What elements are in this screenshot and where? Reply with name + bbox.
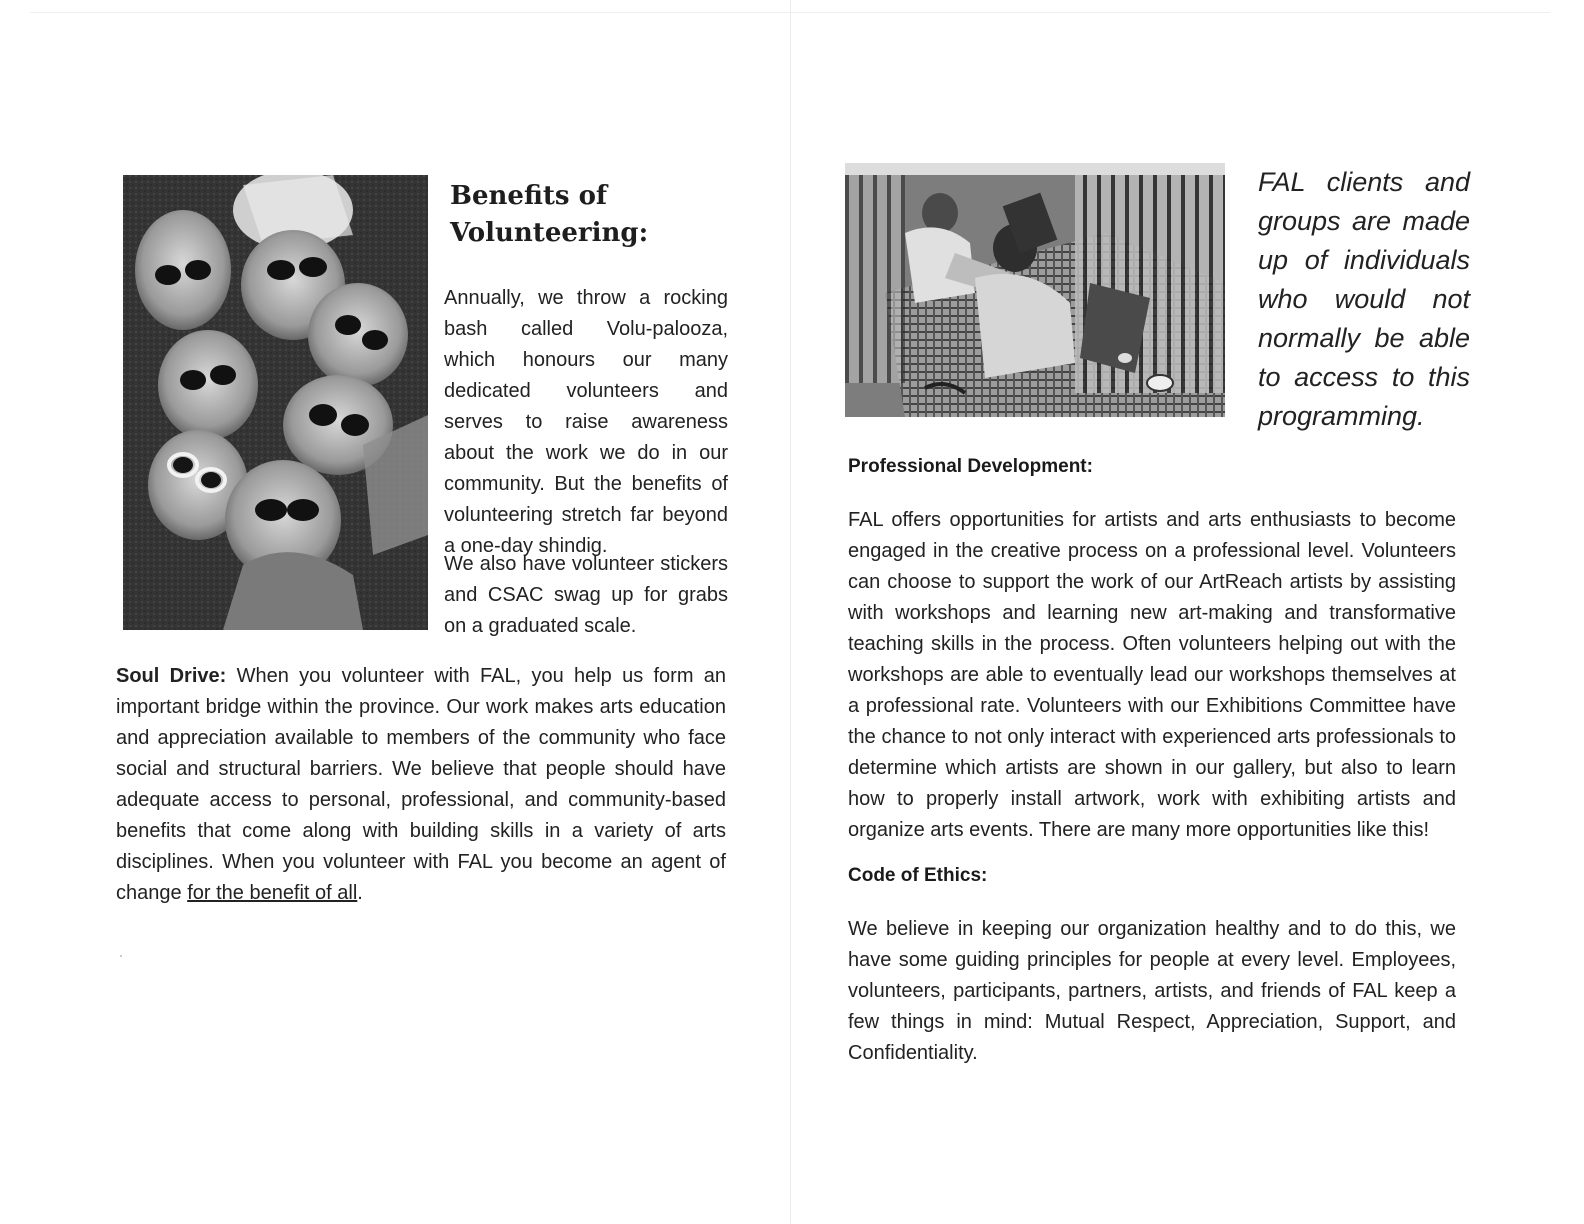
ethics-text-c: . bbox=[972, 1042, 978, 1064]
clients-pull-quote: FAL clients and groups are made up of individuals who would not normally be able to access to this programming. bbox=[1258, 167, 1470, 431]
professional-development-heading: Professional Development: bbox=[848, 456, 1093, 477]
professional-development-paragraph bbox=[848, 505, 1456, 846]
artreach-name: ArtReach bbox=[1199, 571, 1283, 593]
volunteers-group-photo bbox=[123, 175, 428, 630]
ethics-values: Mutual Respect, Appreciation, Support, bbox=[1044, 1011, 1411, 1033]
agent-of-change: agent of change bbox=[116, 851, 726, 904]
soul-drive-text-c: . bbox=[357, 882, 363, 904]
prodev-text-a: FAL offers opportunities for artists and arts enthusiasts to become engaged in the creative process on a professional level. Volunteers can choose to support the work of our bbox=[848, 509, 1456, 593]
para1-text-a: Annually, we throw a rocking bash called bbox=[444, 287, 728, 340]
benefit-of-all: for the benefit of all bbox=[187, 882, 358, 904]
volupalooza-name: Volu-palooza, bbox=[606, 318, 728, 340]
soul-drive-paragraph bbox=[116, 661, 726, 909]
benefits-heading bbox=[450, 178, 750, 252]
ethics-text-b: and bbox=[1410, 1011, 1456, 1033]
heading-line-2: Volunteering: bbox=[450, 218, 649, 248]
soul-drive-label: Soul Drive: bbox=[116, 665, 227, 687]
page-fold bbox=[790, 0, 791, 1224]
code-of-ethics-heading: Code of Ethics: bbox=[848, 865, 988, 886]
stickers-paragraph: We also have volunteer stickers and CSAC swag up for grabs on a graduated scale. bbox=[444, 553, 728, 637]
scan-speck bbox=[120, 955, 122, 957]
artists-on-grate-photo bbox=[845, 163, 1225, 417]
confidentiality: Confidentiality bbox=[848, 1042, 973, 1064]
volupalooza-paragraph bbox=[444, 283, 728, 562]
ethics-text-a: We believe in keeping our organization healthy and to do this, we have some guiding principles for people at every level. Employees, volunteers, participants, partners, artists, and friends of FAL keep a few things in mind: bbox=[848, 918, 1456, 1033]
soul-drive-text-a: When you volunteer with FAL, you help us form an important bridge within the province. Our work makes arts education and appreciation available to members of the community who face social and structural barriers. We believe that people should have adequate access to personal, professional, and community-based benefits that come along with building skills in a variety of arts disciplines. When you volunteer with FAL you become an bbox=[116, 665, 727, 873]
heading-line-1: Benefits of bbox=[450, 181, 608, 211]
prodev-text-b: artists by assisting with workshops and learning new art-making and transformative teaching skills in the process. Often volunteers helping out with the workshops are able to eventually lead our workshops themselves at a professional rate. Volunteers with our Exhibitions Committee have the chance to not only interact with experienced arts professionals to determine which artists are shown in our gallery, but also to learn how to properly install artwork, work with exhibiting artists and organize arts events. There are many more opportunities like this! bbox=[848, 571, 1456, 841]
para1-text-b: which honours our many dedicated volunteers and serves to raise awareness about the work we do in our community. But the benefits of volunteering stretch far beyond a one-day shindig. bbox=[444, 349, 728, 557]
code-of-ethics-paragraph bbox=[848, 914, 1456, 1069]
